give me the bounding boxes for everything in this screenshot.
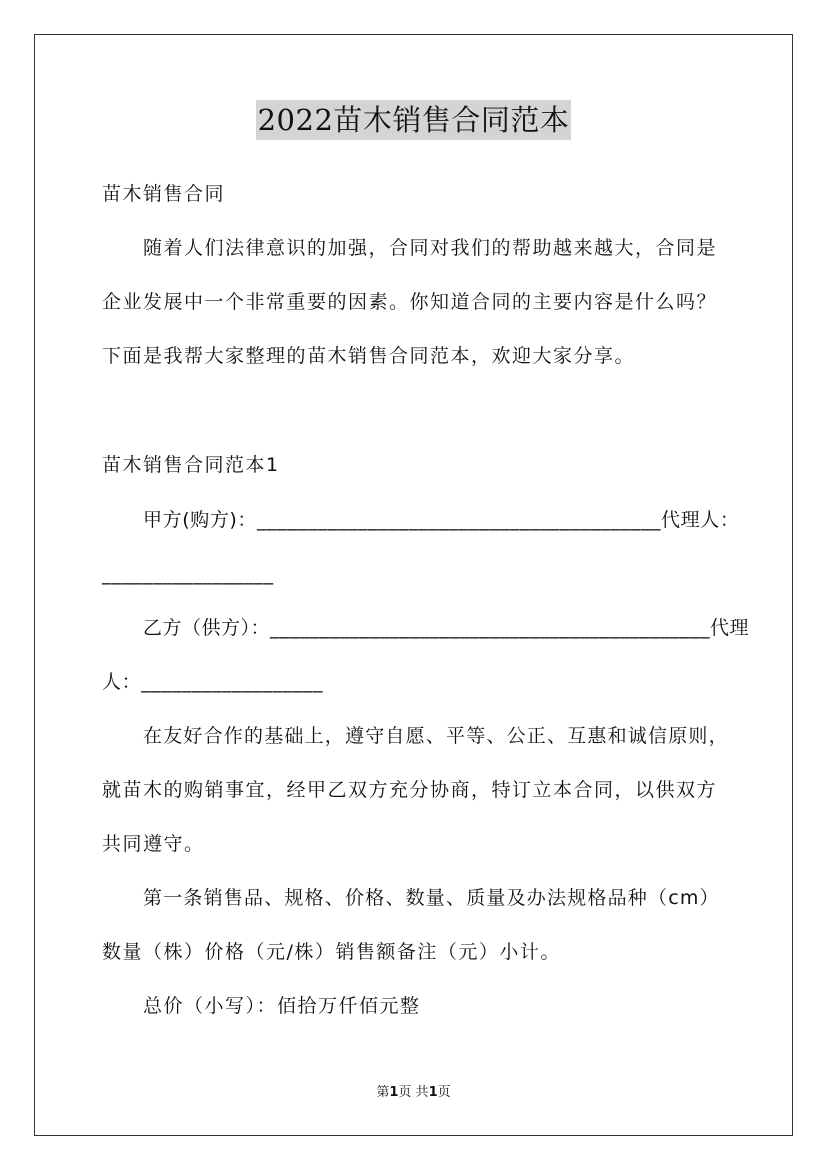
principle-line: 在友好合作的基础上，遵守自愿、平等、公正、互惠和诚信原则， (143, 725, 729, 747)
section-heading: 苗木销售合同范本1 (102, 454, 280, 476)
party-a-line: 甲方(购方)：________________________________________代理人： (143, 509, 740, 531)
footer-page-number: 1 (389, 1085, 399, 1100)
title-container (0, 100, 827, 140)
document-subtitle: 苗木销售合同 (102, 183, 226, 205)
document-title: 2022苗木销售合同范本 (256, 100, 572, 140)
party-b-line: 乙方（供方）：____________________________________________代理 (143, 617, 750, 639)
page-footer (0, 1085, 827, 1101)
article-line: 数量（株）价格（元/株）销售额备注（元）小计。 (102, 941, 561, 963)
principle-line: 就苗木的购销事宜，经甲乙双方充分协商，特订立本合同，以供双方 (102, 779, 718, 801)
total-price-line: 总价（小写）：佰拾万仟佰元整 (143, 995, 421, 1017)
intro-line: 企业发展中一个非常重要的因素。你知道合同的主要内容是什么吗？ (102, 291, 718, 313)
party-b-agent-blank: 人：__________________ (102, 671, 323, 693)
footer-total-pages: 1 (428, 1085, 438, 1100)
footer-mid: 页 共 (398, 1085, 429, 1100)
intro-line: 随着人们法律意识的加强，合同对我们的帮助越来越大，合同是 (143, 237, 718, 259)
article-line: 第一条销售品、规格、价格、数量、质量及办法规格品种（cm） (143, 887, 720, 909)
footer-suffix: 页 (437, 1085, 451, 1100)
footer-prefix: 第 (376, 1085, 390, 1100)
principle-line: 共同遵守。 (102, 833, 205, 855)
intro-line: 下面是我帮大家整理的苗木销售合同范本，欢迎大家分享。 (102, 345, 636, 367)
party-a-agent-blank: _________________ (102, 563, 274, 585)
